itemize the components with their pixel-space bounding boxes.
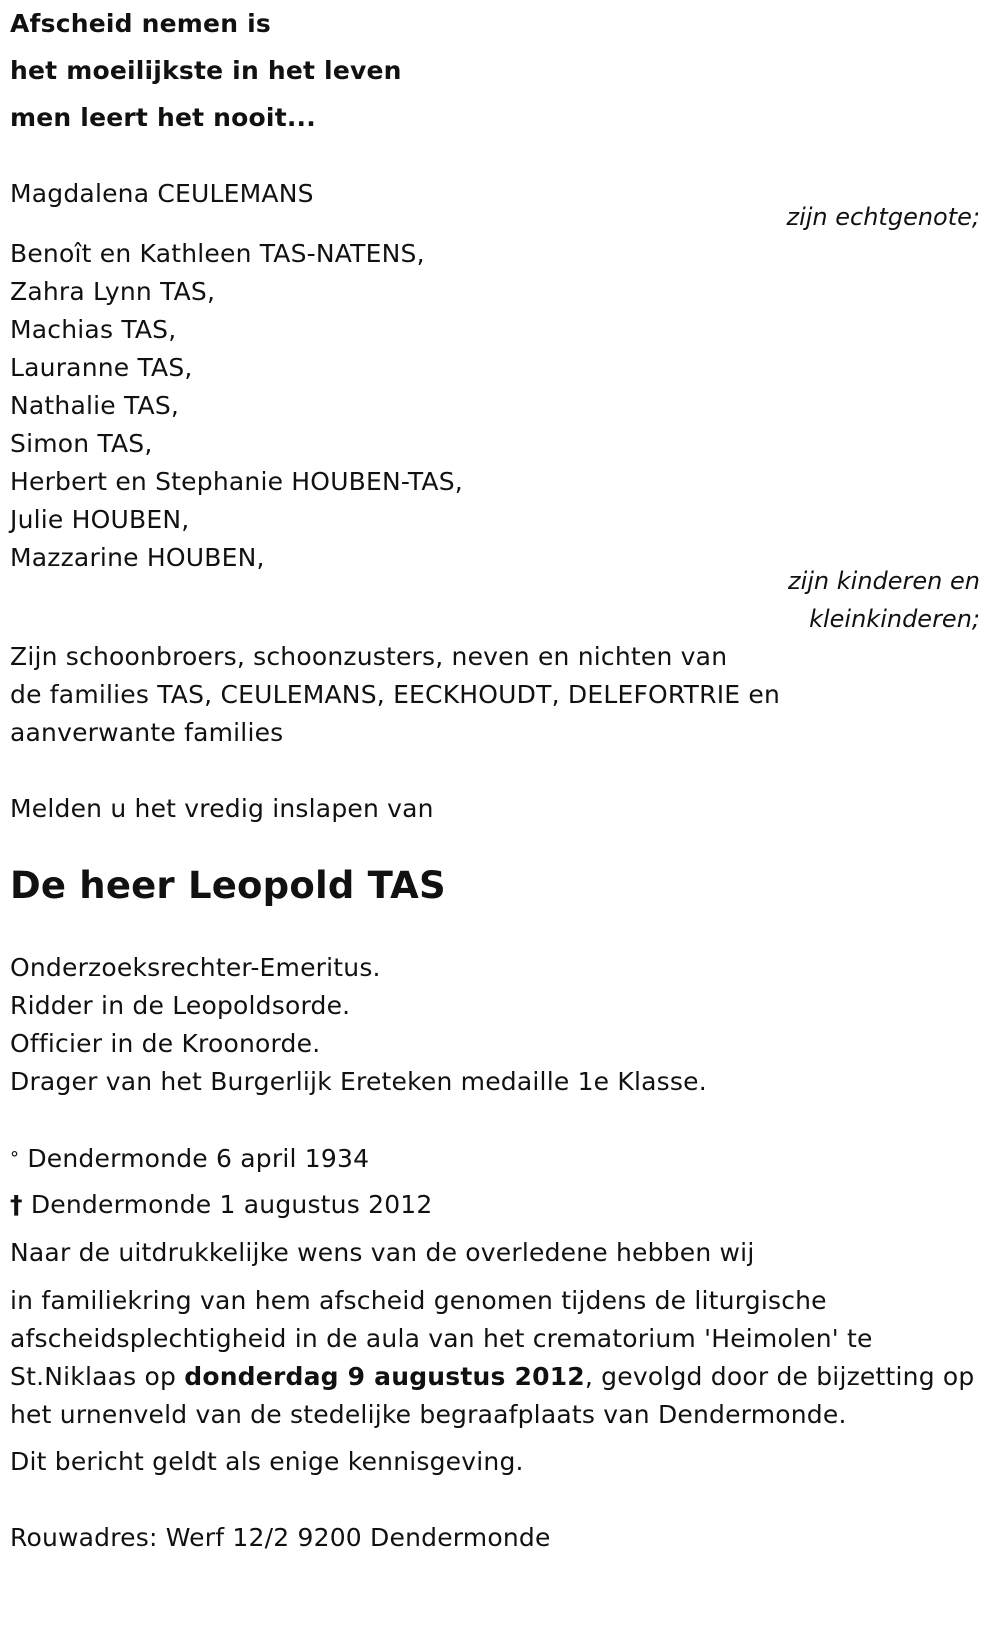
ceremony-line-2: afscheidsplechtigheid in de aula van het crematorium 'Heimolen' te [10,1324,873,1353]
child-name: Lauranne TAS, [10,353,193,382]
child-name: Herbert en Stephanie HOUBEN-TAS, [10,467,463,496]
spouse-name: Magdalena CEULEMANS [10,179,314,208]
child-name: Simon TAS, [10,429,153,458]
families-line-2: de families TAS, CEULEMANS, EECKHOUDT, DELEFORTRIE en [10,680,781,709]
birth-line [10,1144,369,1174]
birth-symbol: ° [10,1148,20,1169]
child-name: Julie HOUBEN, [10,505,190,534]
children-role-line-1: zijn kinderen en [788,567,980,595]
title-line: Drager van het Burgerlijk Ereteken medaille 1e Klasse. [10,1067,707,1096]
children-role-line-2: kleinkinderen; [809,605,980,633]
motto-line-3: men leert het nooit... [10,103,316,132]
address-text: Rouwadres: Werf 12/2 9200 Dendermonde [10,1523,551,1552]
title-line: Officier in de Kroonorde. [10,1029,321,1058]
ceremony-date: donderdag 9 augustus 2012 [184,1362,585,1391]
ceremony-place: St.Niklaas op [10,1362,185,1391]
announce-text: Melden u het vredig inslapen van [10,794,434,823]
child-name: Zahra Lynn TAS, [10,277,216,306]
motto-line-2: het moeilijkste in het leven [10,56,402,85]
death-text: Dendermonde 1 augustus 2012 [30,1190,433,1219]
ceremony-line-1: in familiekring van hem afscheid genomen tijdens de liturgische [10,1286,827,1315]
deceased-name: De heer Leopold TAS [10,864,446,907]
ceremony-followup: , gevolgd door de bijzetting op [584,1362,975,1391]
ceremony-line-4: het urnenveld van de stedelijke begraafplaats van Dendermonde. [10,1400,847,1429]
families-line-3: aanverwante families [10,718,284,747]
wish-text: Naar de uitdrukkelijke wens van de overledene hebben wij [10,1238,755,1267]
child-name: Nathalie TAS, [10,391,180,420]
child-name: Machias TAS, [10,315,177,344]
title-line: Onderzoeksrechter-Emeritus. [10,953,381,982]
child-name: Benoît en Kathleen TAS-NATENS, [10,239,425,268]
motto-line-1: Afscheid nemen is [10,9,271,38]
cross-icon: † [10,1190,23,1219]
spouse-role: zijn echtgenote; [786,203,980,231]
birth-text: Dendermonde 6 april 1934 [27,1144,370,1173]
notice-text: Dit bericht geldt als enige kennisgeving. [10,1447,524,1476]
ceremony-line-3 [10,1362,974,1392]
families-line-1: Zijn schoonbroers, schoonzusters, neven en nichten van [10,642,728,671]
child-name: Mazzarine HOUBEN, [10,543,265,572]
death-line [10,1190,433,1220]
title-line: Ridder in de Leopoldsorde. [10,991,351,1020]
